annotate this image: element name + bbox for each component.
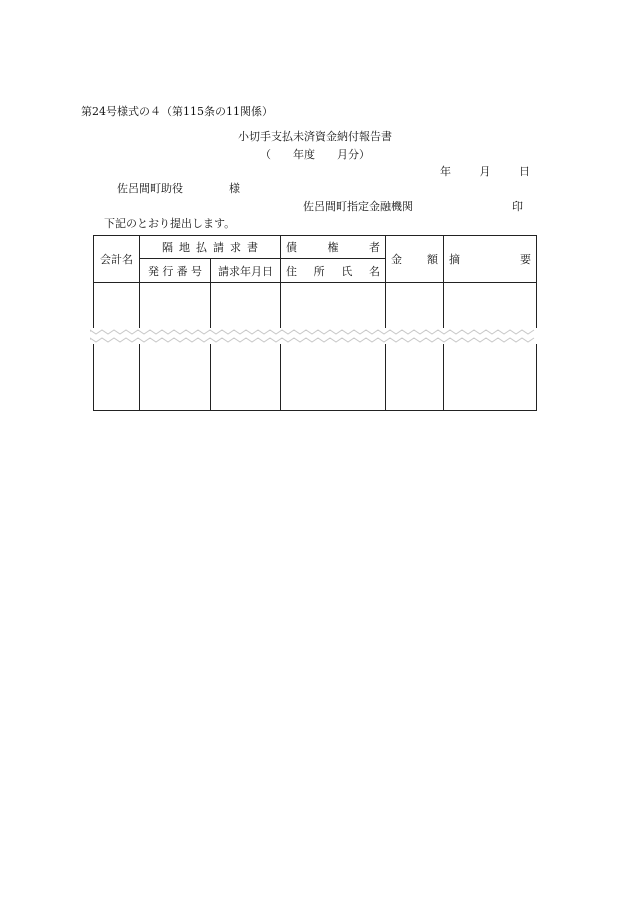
header-amount: 金 額 xyxy=(386,236,444,283)
addressee-suffix: 様 xyxy=(229,182,240,195)
cell-address-name xyxy=(281,283,386,411)
table-row xyxy=(94,283,537,411)
header-remote-payment: 隔 地 払 請 求 書 xyxy=(140,236,281,259)
date-line xyxy=(440,166,530,177)
report-table xyxy=(93,235,537,411)
wavy-break-icon xyxy=(90,328,539,344)
header-creditor: 債 権 者 xyxy=(281,236,386,259)
form-number: 第24号様式の４（第115条の11関係） xyxy=(81,105,273,118)
document-title: 小切手支払未済資金納付報告書 xyxy=(238,130,392,143)
table-break-marker xyxy=(90,328,539,344)
cell-summary xyxy=(444,283,537,411)
addressee-name: 佐呂間町助役 xyxy=(117,182,183,195)
date-month: 月 xyxy=(479,165,491,178)
header-address-name: 住 所 氏 名 xyxy=(281,259,386,283)
header-request-date: 請求年月日 xyxy=(211,259,281,283)
cell-account xyxy=(94,283,140,411)
cell-issue-number xyxy=(140,283,211,411)
cell-amount xyxy=(386,283,444,411)
seal-mark: 印 xyxy=(512,200,523,213)
cell-request-date xyxy=(211,283,281,411)
header-issue-number: 発 行 番 号 xyxy=(140,259,211,283)
date-year: 年 xyxy=(440,165,451,178)
date-day: 日 xyxy=(519,165,530,178)
submission-statement: 下記のとおり提出します。 xyxy=(104,217,236,230)
addressee xyxy=(117,183,240,194)
header-summary: 摘 要 xyxy=(444,236,537,283)
header-account: 会計名 xyxy=(94,236,140,283)
designated-institution: 佐呂間町指定金融機関 xyxy=(303,200,413,213)
report-period: （ 年度 月分） xyxy=(260,148,370,161)
